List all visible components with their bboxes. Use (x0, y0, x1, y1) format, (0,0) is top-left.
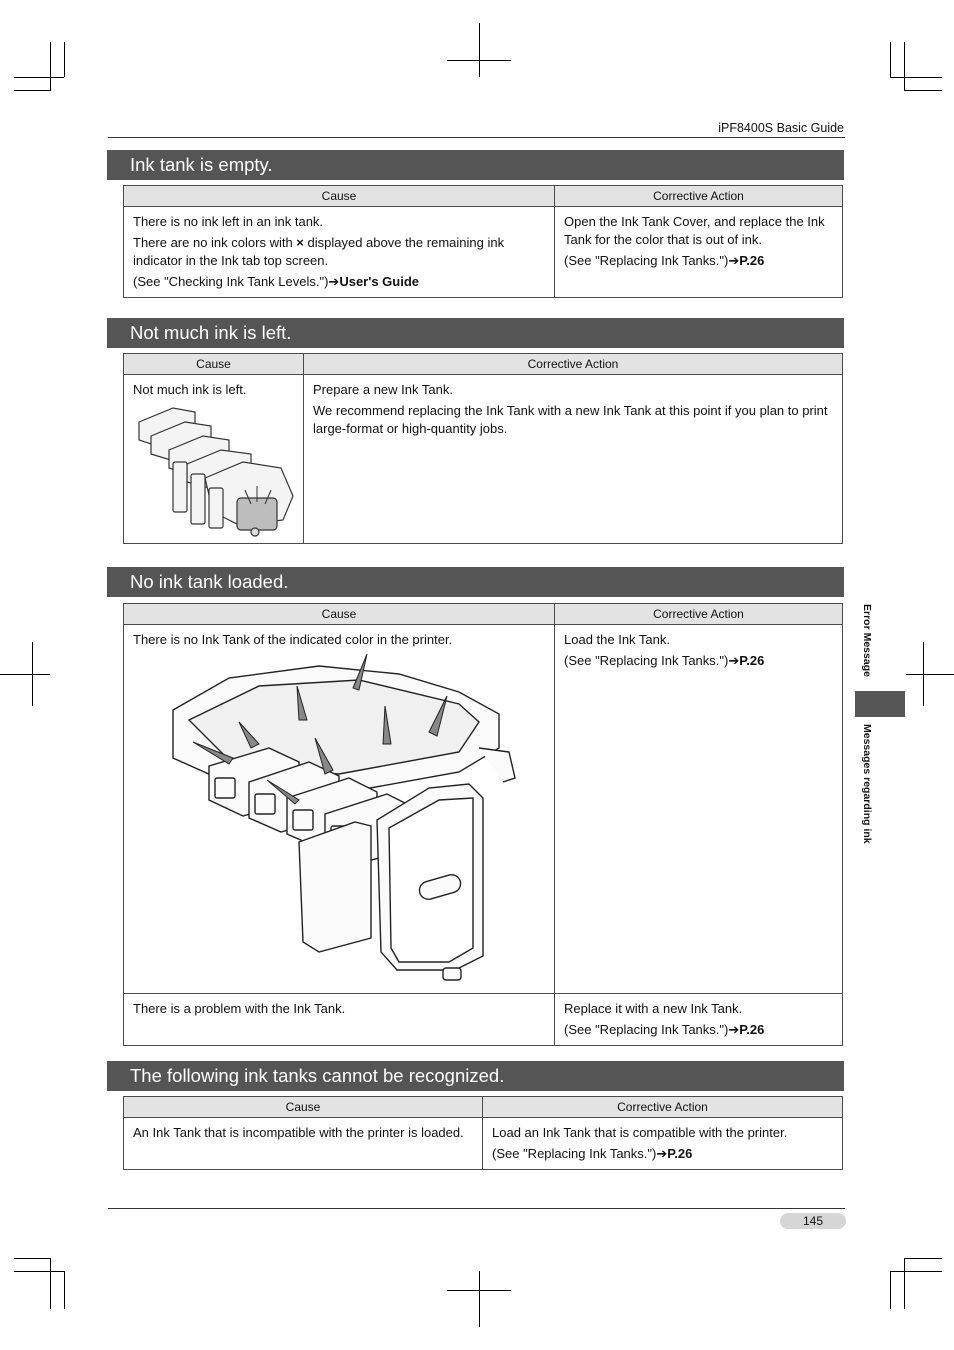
page-link[interactable]: P.26 (667, 1146, 693, 1161)
col-action: Corrective Action (483, 1097, 843, 1118)
sidebar-subchapter: Messages regarding ink (861, 724, 873, 844)
col-cause: Cause (124, 354, 304, 375)
cause-text: There are no ink colors with × displayed above the remaining ink indicator in the Ink tab top screen. (133, 235, 505, 268)
x-mark: × (296, 235, 304, 250)
cause-cell (124, 994, 555, 1046)
cause-text: There is a problem with the Ink Tank. (133, 1001, 346, 1016)
arrow-icon: ➔ (728, 1022, 740, 1037)
section-title-ink-low: Not much ink is left. (107, 318, 844, 348)
action-cell (555, 994, 843, 1046)
users-guide-link[interactable]: User's Guide (339, 274, 420, 289)
action-cell (555, 625, 843, 994)
col-cause: Cause (124, 186, 555, 207)
section-title-ink-empty: Ink tank is empty. (107, 150, 844, 180)
action-cell (483, 1118, 843, 1170)
cause-text: Not much ink is left. (133, 382, 247, 397)
header-rule (108, 137, 845, 138)
action-cell (304, 375, 843, 544)
page-link[interactable]: P.26 (739, 1022, 765, 1037)
action-reference: (See "Replacing Ink Tanks.")➔P.26 (564, 253, 765, 268)
ink-tanks-low-icon (133, 402, 298, 537)
page-link[interactable]: P.26 (739, 653, 765, 668)
arrow-icon: ➔ (728, 253, 740, 268)
section-title-not-recognized: The following ink tanks cannot be recognized. (107, 1061, 844, 1091)
page-number: 145 (780, 1213, 846, 1229)
no-tank-table (123, 603, 843, 1046)
guide-title: iPF8400S Basic Guide (718, 121, 844, 135)
cause-cell (124, 1118, 483, 1170)
cause-cell (124, 625, 555, 994)
cause-text: An Ink Tank that is incompatible with the printer is loaded. (133, 1125, 464, 1140)
action-text: Replace it with a new Ink Tank. (564, 1001, 743, 1016)
action-text: Load the Ink Tank. (564, 632, 671, 647)
arrow-icon: ➔ (728, 653, 740, 668)
col-action: Corrective Action (555, 186, 843, 207)
ink-empty-table (123, 185, 843, 298)
arrow-icon: ➔ (328, 274, 340, 289)
action-text: Open the Ink Tank Cover, and replace the Ink Tank for the color that is out of ink. (564, 214, 825, 247)
col-cause: Cause (124, 1097, 483, 1118)
col-action: Corrective Action (555, 604, 843, 625)
cause-cell (124, 207, 555, 298)
sidebar-tab (855, 691, 905, 717)
action-text: Prepare a new Ink Tank. (313, 382, 453, 397)
cause-cell (124, 375, 304, 544)
section-title-no-tank: No ink tank loaded. (107, 567, 844, 597)
action-cell (555, 207, 843, 298)
action-text: We recommend replacing the Ink Tank with a new Ink Tank at this point if you plan to print large-format or high-quantity jobs. (313, 403, 828, 436)
action-reference: (See "Replacing Ink Tanks.")➔P.26 (564, 653, 765, 668)
col-cause: Cause (124, 604, 555, 625)
page-link[interactable]: P.26 (739, 253, 765, 268)
cause-reference: (See "Checking Ink Tank Levels.")➔User's Guide (133, 274, 420, 289)
sidebar-chapter: Error Message (861, 604, 873, 677)
ink-low-table (123, 353, 843, 544)
action-reference: (See "Replacing Ink Tanks.")➔P.26 (564, 1022, 765, 1037)
ink-tanks-missing-icon (159, 652, 529, 987)
cause-text: There is no Ink Tank of the indicated color in the printer. (133, 632, 453, 647)
arrow-icon: ➔ (656, 1146, 668, 1161)
action-text: Load an Ink Tank that is compatible with the printer. (492, 1125, 788, 1140)
not-recognized-table (123, 1096, 843, 1170)
footer-rule (108, 1208, 845, 1209)
cause-text: There is no ink left in an ink tank. (133, 214, 324, 229)
action-reference: (See "Replacing Ink Tanks.")➔P.26 (492, 1146, 693, 1161)
col-action: Corrective Action (304, 354, 843, 375)
